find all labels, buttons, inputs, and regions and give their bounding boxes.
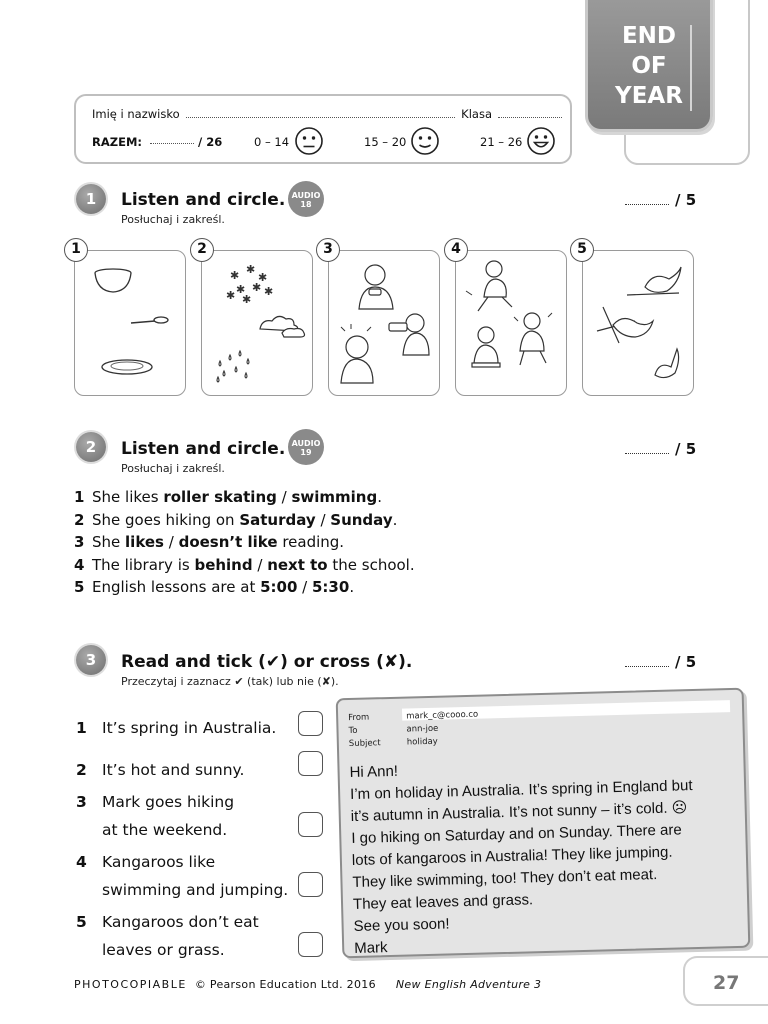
exercise-1-number: 1: [76, 184, 106, 214]
exercise-1-subtitle: Posłuchaj i zakreśl.: [121, 213, 225, 226]
sentence-4: 4 The library is behind / next to the school.: [74, 556, 415, 574]
answer-box-4[interactable]: [298, 872, 323, 897]
sentence-2: 2 She goes hiking on Saturday / Sunday.: [74, 511, 398, 529]
svg-text:✱: ✱: [230, 269, 240, 282]
picture-4-number: 4: [444, 238, 468, 262]
svg-text:✱: ✱: [246, 263, 256, 276]
happy-face-icon: [526, 126, 556, 156]
exercise-3-score: [625, 653, 696, 671]
exercise-2-title: Listen and circle.: [121, 439, 286, 459]
option-b[interactable]: swimming: [291, 488, 378, 506]
exercise-2-score: [625, 440, 696, 458]
picture-2-number: 2: [190, 238, 214, 262]
picture-1[interactable]: [74, 250, 186, 396]
option-b[interactable]: 5:30: [312, 578, 350, 596]
email-line: it’s autumn in Australia. It’s not sunny – it’s cold. ☹: [350, 799, 688, 826]
children-playing-icon: [456, 251, 568, 397]
audio-track: 19: [300, 448, 312, 457]
range-low: 0 – 14: [254, 135, 290, 149]
total-label: RAZEM:: [92, 135, 142, 149]
svg-text:✱: ✱: [258, 271, 268, 284]
from-label: From: [348, 712, 370, 724]
end-of-year-tab: [585, 0, 713, 132]
copyright: © Pearson Education Ltd. 2016: [194, 978, 376, 991]
email-line: I go hiking on Saturday and on Sunday. There are: [351, 821, 682, 848]
email-line: lots of kangaroos in Australia! They like jumping.: [351, 843, 673, 870]
audio-label: AUDIO: [291, 191, 321, 200]
snow-clouds-rain-icon: [202, 251, 314, 397]
option-a[interactable]: behind: [194, 556, 253, 574]
total-field[interactable]: [150, 134, 194, 144]
tab-line-3: YEAR: [615, 83, 683, 109]
sentence-1: 1 She likes roller skating / swimming.: [74, 488, 382, 506]
answer-box-2[interactable]: [298, 751, 323, 776]
exercise-1-score: [625, 191, 696, 209]
picture-3[interactable]: [328, 250, 440, 396]
footer: [74, 978, 541, 991]
option-a[interactable]: 5:00: [260, 578, 298, 596]
score-max: / 5: [675, 653, 697, 671]
range-high: 21 – 26: [480, 135, 523, 149]
from-value: mark_c@cooo.co: [406, 709, 479, 722]
class-label: Klasa: [461, 107, 492, 121]
email-line: Mark: [353, 939, 388, 957]
option-a[interactable]: Saturday: [239, 511, 316, 529]
to-value: ann-joe: [406, 723, 439, 735]
svg-text:✱: ✱: [252, 281, 262, 294]
tab-divider: [690, 25, 692, 111]
email-message: [336, 688, 751, 959]
audio-label: AUDIO: [291, 439, 321, 448]
email-line: See you soon!: [353, 915, 450, 935]
option-b[interactable]: next to: [267, 556, 328, 574]
sentence-5: 5 English lessons are at 5:00 / 5:30.: [74, 578, 355, 596]
page-number: 27: [683, 956, 768, 1006]
exercise-3-title: Read and tick (✔) or cross (✘).: [121, 652, 413, 672]
score-max: / 5: [675, 440, 697, 458]
bowl-spoon-plate-icon: [75, 251, 187, 397]
class-field[interactable]: [498, 108, 562, 118]
exercise-1-title: Listen and circle.: [121, 190, 286, 210]
exercise-2-number: 2: [76, 432, 106, 462]
svg-text:✱: ✱: [236, 283, 246, 296]
sentence-3: 3 She likes / doesn’t like reading.: [74, 533, 345, 551]
email-header: [348, 709, 479, 751]
audio-track: 18: [300, 200, 312, 209]
email-body: [349, 752, 744, 960]
exercise-2-subtitle: Posłuchaj i zakreśl.: [121, 462, 225, 475]
name-field[interactable]: [186, 108, 456, 118]
book-title: New English Adventure 3: [395, 978, 542, 991]
neutral-face-icon: [410, 126, 440, 156]
score-max: / 5: [675, 191, 697, 209]
tab-line-2: OF: [631, 53, 667, 79]
name-label: Imię i nazwisko: [92, 107, 180, 121]
score-field[interactable]: [625, 444, 669, 454]
email-line: They eat leaves and grass.: [352, 891, 534, 913]
birds-icon: [583, 251, 695, 397]
svg-text:✱: ✱: [264, 285, 274, 298]
picture-4[interactable]: [455, 250, 567, 396]
answer-box-5[interactable]: [298, 932, 323, 957]
tab-line-1: END: [621, 23, 677, 49]
svg-text:✱: ✱: [226, 289, 236, 302]
answer-box-1[interactable]: [298, 711, 323, 736]
score-field[interactable]: [625, 195, 669, 205]
picture-2[interactable]: [201, 250, 313, 396]
svg-text:✱: ✱: [242, 293, 252, 306]
total-max: / 26: [198, 135, 223, 149]
photocopiable-label: PHOTOCOPIABLE: [74, 978, 187, 991]
email-line: I’m on holiday in Australia. It’s spring in England but: [349, 777, 693, 804]
picture-1-number: 1: [64, 238, 88, 262]
subject-value: holiday: [406, 736, 438, 748]
exercise-3-subtitle: Przeczytaj i zaznacz ✔ (tak) lub nie (✘).: [121, 675, 339, 688]
email-line: Hi Ann!: [349, 762, 399, 782]
name-score-box: [74, 94, 572, 164]
audio-18-badge[interactable]: [288, 181, 324, 217]
option-b[interactable]: doesn’t like: [178, 533, 278, 551]
picture-3-number: 3: [316, 238, 340, 262]
exercise-3-number: 3: [76, 645, 106, 675]
option-a[interactable]: roller skating: [163, 488, 277, 506]
children-eating-icon: [329, 251, 441, 397]
range-mid: 15 – 20: [364, 135, 407, 149]
score-field[interactable]: [625, 657, 669, 667]
option-a[interactable]: likes: [125, 533, 164, 551]
sad-face-icon: [294, 126, 324, 156]
audio-19-badge[interactable]: [288, 429, 324, 465]
picture-5[interactable]: [582, 250, 694, 396]
answer-box-3[interactable]: [298, 812, 323, 837]
email-line: They like swimming, too! They don’t eat meat.: [352, 866, 658, 892]
to-label: To: [348, 725, 358, 737]
picture-5-number: 5: [570, 238, 594, 262]
subject-label: Subject: [348, 738, 381, 750]
option-b[interactable]: Sunday: [330, 511, 393, 529]
